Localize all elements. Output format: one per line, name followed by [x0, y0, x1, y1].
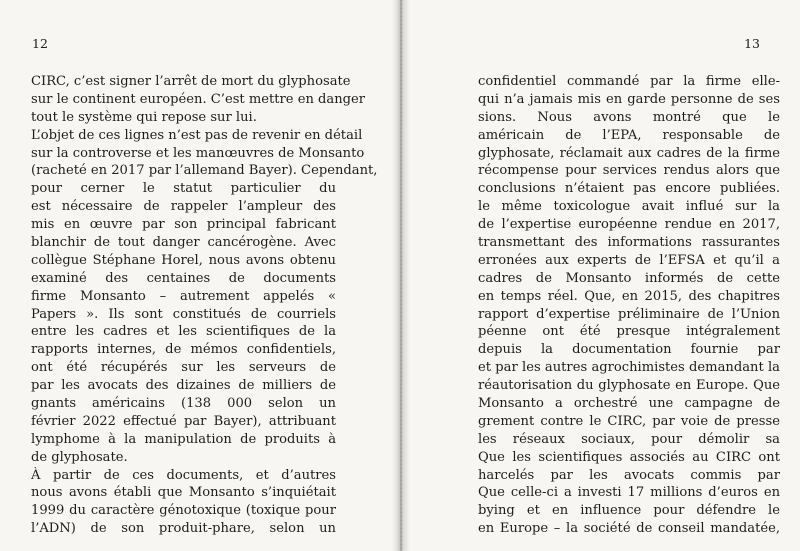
text-line: février 2022 effectué par Bayer), attribuant: [31, 413, 336, 429]
text-line: CIRC, c’est signer l’arrêt de mort du glyphosate: [31, 74, 351, 89]
right-page-text: [478, 73, 780, 538]
text-line: depuis la documentation fournie par: [478, 342, 780, 358]
page-number-right: 13: [744, 36, 760, 51]
text-line: blanchir de tout danger cancérogène. Avec: [31, 235, 336, 251]
gutter-scan-artifact: [400, 0, 402, 551]
text-line: sions. Nous avons montré que le: [478, 109, 780, 125]
text-line: pour cerner le statut particulier du: [31, 181, 336, 197]
page-number-left: 12: [32, 36, 48, 51]
text-line: rapports internes, de mémos confidentiels,: [31, 342, 336, 358]
text-line: mis en œuvre par son principal fabricant: [31, 217, 336, 233]
text-line: erronées aux experts de l’EFSA et qu’il a: [478, 252, 780, 268]
text-line: transmettant des informations rassurantes: [478, 235, 780, 251]
text-line: réautorisation du glyphosate en Europe. Que: [478, 378, 780, 394]
text-line: Monsanto a orchestré une campagne de: [478, 396, 780, 412]
text-line: cadres de Monsanto informés de cette: [478, 270, 780, 286]
text-line: l’ADN) de son produit-phare, selon un: [31, 521, 336, 537]
text-line: par les avocats des dizaines de milliers de: [31, 378, 336, 394]
text-line: le même toxicologue avait influé sur la: [478, 199, 780, 215]
text-line: péenne ont été presque intégralement: [478, 324, 780, 340]
text-line: rapport d’expertise préliminaire de l’Union: [478, 306, 780, 322]
text-line: collègue Stéphane Horel, nous avons obtenu: [31, 252, 336, 268]
text-line: en temps réel. Que, en 2015, des chapitres: [478, 288, 780, 304]
left-page-text: [31, 73, 378, 538]
text-line: firme Monsanto – autrement appelés «: [31, 288, 336, 304]
text-line: L’objet de ces lignes n’est pas de revenir en détail: [31, 127, 363, 143]
text-line: Papers ». Ils sont constitués de courriels: [31, 306, 336, 322]
text-line: récompense pour services rendus alors que: [478, 163, 780, 179]
text-line: Que les scientifiques associés au CIRC ont: [478, 449, 780, 465]
text-line: gnants américains (138 000 selon un: [31, 396, 336, 412]
text-line: 1999 du caractère génotoxique (toxique pour: [31, 503, 336, 519]
text-line: est nécessaire de rappeler l’ampleur des: [31, 199, 336, 215]
text-line: et par les autres agrochimistes demandant la: [478, 360, 780, 376]
text-line: de l’expertise européenne rendue en 2017,: [478, 217, 780, 233]
text-line: les réseaux sociaux, pour démolir sa: [478, 431, 780, 447]
text-line: de glyphosate.: [31, 449, 128, 465]
text-line: américain de l’EPA, responsable de: [478, 127, 780, 143]
text-line: entre les cadres et les scientifiques de la: [31, 324, 336, 340]
text-line: grement contre le CIRC, par voie de presse: [478, 413, 780, 429]
text-line: (racheté en 2017 par l’allemand Bayer). Cependant,: [31, 163, 378, 179]
text-line: examiné des centaines de documents: [31, 270, 336, 286]
text-line: nous avons établi que Monsanto s’inquiétait: [31, 485, 336, 501]
text-line: glyphosate, réclamait aux cadres de la firme: [478, 145, 780, 161]
text-line: confidentiel commandé par la firme elle-: [478, 74, 780, 89]
text-line: tout le système qui repose sur lui.: [31, 109, 257, 125]
text-line: sur le continent européen. C’est mettre en danger: [31, 91, 366, 107]
text-line: lymphome à la manipulation de produits à: [31, 431, 336, 447]
text-line: en Europe – la société de conseil mandatée,: [478, 521, 780, 537]
text-line: conclusions n’étaient pas encore publiées.: [478, 181, 780, 197]
text-line: bying et en influence pour défendre le: [478, 503, 780, 519]
right-page: [403, 0, 800, 551]
text-line: Que celle-ci a investi 17 millions d’euros en: [478, 485, 780, 501]
text-line: harcelés par les avocats commis par: [478, 467, 780, 483]
text-line: sur la controverse et les manœuvres de Monsanto: [31, 145, 365, 161]
text-line: ont été récupérés sur les serveurs de: [31, 360, 336, 376]
text-line: qui n’a jamais mis en garde personne de ses: [478, 91, 780, 107]
left-page: [0, 0, 397, 551]
text-line: À partir de ces documents, et d’autres: [31, 467, 336, 483]
